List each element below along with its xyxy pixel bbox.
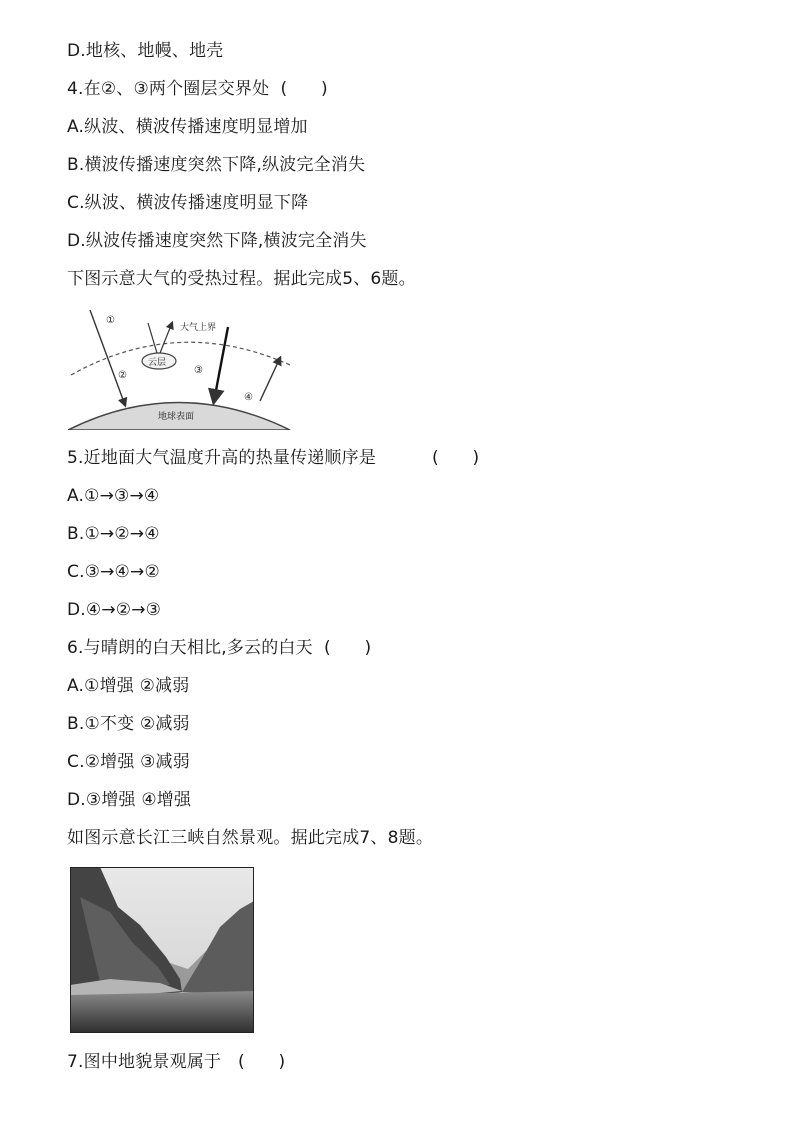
river-water bbox=[70, 991, 254, 1033]
photo-intro: 如图示意长江三峡自然景观。据此完成7、8题。 bbox=[67, 828, 434, 848]
cloud-reflection-in bbox=[148, 323, 157, 353]
three-gorges-photo bbox=[70, 867, 254, 1033]
question-5: 5.近地面大气温度升高的热量传递顺序是 ( ) bbox=[67, 448, 480, 468]
option-4b: B.横波传播速度突然下降,纵波完全消失 bbox=[67, 155, 366, 175]
option-6a: A.①增强 ②减弱 bbox=[67, 676, 190, 696]
earth-surface-label: 地球表面 bbox=[158, 412, 195, 422]
option-5d: D.④→②→③ bbox=[67, 600, 162, 620]
option-6c: C.②增强 ③减弱 bbox=[67, 752, 190, 772]
option-5a: A.①→③→④ bbox=[67, 486, 160, 506]
option-4d: D.纵波传播速度突然下降,横波完全消失 bbox=[67, 231, 367, 251]
option-6b: B.①不变 ②减弱 bbox=[67, 714, 190, 734]
question-4: 4.在②、③两个圈层交界处 ( ) bbox=[67, 79, 328, 99]
question-6: 6.与晴朗的白天相比,多云的白天 ( ) bbox=[67, 638, 372, 658]
ground-radiation-arrow bbox=[260, 358, 280, 401]
marker-2: ② bbox=[118, 370, 127, 381]
atmospheric-counter-radiation-arrow bbox=[214, 327, 228, 401]
option-5b: B.①→②→④ bbox=[67, 524, 160, 544]
marker-1: ① bbox=[106, 315, 115, 326]
cloud-reflection-out bbox=[160, 323, 172, 353]
question-7: 7.图中地貌景观属于 ( ) bbox=[67, 1052, 286, 1072]
marker-4: ④ bbox=[244, 392, 253, 403]
option-4a: A.纵波、横波传播速度明显增加 bbox=[67, 117, 308, 137]
upper-atmosphere-label: 大气上界 bbox=[180, 323, 217, 333]
marker-3: ③ bbox=[194, 365, 203, 376]
option-6d: D.③增强 ④增强 bbox=[67, 790, 192, 810]
diagram-intro: 下图示意大气的受热过程。据此完成5、6题。 bbox=[67, 269, 416, 289]
option-3d: D.地核、地幔、地壳 bbox=[67, 41, 224, 61]
cloud-label: 云层 bbox=[148, 358, 167, 368]
option-5c: C.③→④→② bbox=[67, 562, 160, 582]
option-4c: C.纵波、横波传播速度明显下降 bbox=[67, 193, 309, 213]
atmosphere-heating-diagram bbox=[68, 305, 293, 430]
